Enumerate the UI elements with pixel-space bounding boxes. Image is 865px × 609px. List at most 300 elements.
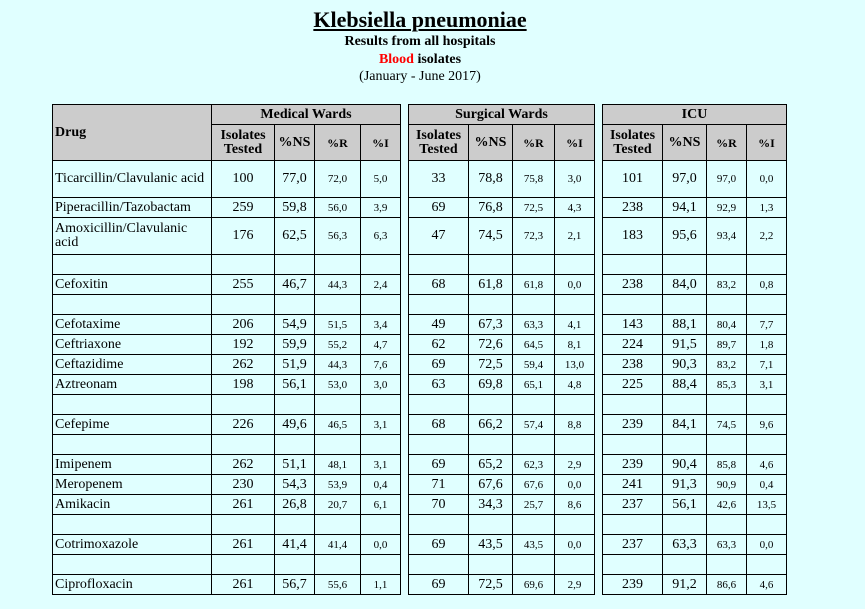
r-percent-cell-icu: 83,2 <box>707 275 747 295</box>
empty-cell <box>315 395 361 415</box>
table-row <box>53 218 787 255</box>
r-percent-cell-surgical: 25,7 <box>513 495 555 515</box>
table-row <box>53 415 787 435</box>
ns-percent-cell-icu: 63,3 <box>663 535 707 555</box>
empty-cell <box>603 435 663 455</box>
i-percent-cell-surgical: 0,0 <box>555 475 595 495</box>
ns-percent-cell-icu: 88,4 <box>663 375 707 395</box>
drug-name-cell: Cefotaxime <box>53 315 212 335</box>
empty-cell <box>555 435 595 455</box>
empty-cell <box>469 395 513 415</box>
empty-cell <box>469 295 513 315</box>
isolates-cell-medical: 261 <box>212 495 275 515</box>
ns-percent-cell-surgical: 66,2 <box>469 415 513 435</box>
i-percent-cell-surgical: 4,1 <box>555 315 595 335</box>
empty-cell <box>275 435 315 455</box>
empty-cell <box>53 435 212 455</box>
r-percent-cell-surgical: 72,3 <box>513 218 555 255</box>
isolates-cell-medical: 255 <box>212 275 275 295</box>
isolates-cell-medical: 100 <box>212 161 275 198</box>
table-row <box>53 475 787 495</box>
i-percent-cell-icu: 3,1 <box>747 375 787 395</box>
i-percent-cell-medical: 5,0 <box>361 161 401 198</box>
empty-cell <box>707 515 747 535</box>
i-percent-cell-medical: 1,1 <box>361 575 401 595</box>
r-percent-cell-surgical: 75,8 <box>513 161 555 198</box>
isolates-cell-icu: 238 <box>603 355 663 375</box>
drug-name-cell: Cefepime <box>53 415 212 435</box>
empty-cell <box>409 255 469 275</box>
isolates-cell-icu: 143 <box>603 315 663 335</box>
specimen-suffix: isolates <box>413 52 462 67</box>
i-percent-cell-medical: 4,7 <box>361 335 401 355</box>
isolates-cell-medical: 230 <box>212 475 275 495</box>
drug-name-cell: Cotrimoxazole <box>53 535 212 555</box>
isolates-cell-medical: 226 <box>212 415 275 435</box>
ns-percent-cell-medical: 46,7 <box>275 275 315 295</box>
ns-percent-cell-surgical: 34,3 <box>469 495 513 515</box>
r-percent-cell-medical: 72,0 <box>315 161 361 198</box>
i-percent-cell-icu: 0,0 <box>747 535 787 555</box>
ns-percent-cell-icu: 94,1 <box>663 198 707 218</box>
report-title: Klebsiella pneumoniae <box>313 7 527 32</box>
isolates-cell-icu: 101 <box>603 161 663 198</box>
ns-percent-cell-medical: 49,6 <box>275 415 315 435</box>
empty-cell <box>707 255 747 275</box>
i-percent-cell-icu: 1,3 <box>747 198 787 218</box>
ns-percent-cell-medical: 41,4 <box>275 535 315 555</box>
r-percent-cell-medical: 53,0 <box>315 375 361 395</box>
r-percent-cell-surgical: 64,5 <box>513 335 555 355</box>
isolates-cell-surgical: 49 <box>409 315 469 335</box>
empty-cell <box>513 295 555 315</box>
empty-cell <box>212 435 275 455</box>
r-percent-cell-surgical: 67,6 <box>513 475 555 495</box>
r-percent-cell-icu: 63,3 <box>707 535 747 555</box>
i-percent-cell-medical: 3,0 <box>361 375 401 395</box>
ns-percent-cell-medical: 56,1 <box>275 375 315 395</box>
isolates-cell-icu: 237 <box>603 535 663 555</box>
table-row <box>53 335 787 355</box>
drug-name-cell: Amikacin <box>53 495 212 515</box>
i-percent-cell-surgical: 4,8 <box>555 375 595 395</box>
empty-cell <box>212 255 275 275</box>
empty-cell <box>361 255 401 275</box>
i-percent-cell-icu: 4,6 <box>747 575 787 595</box>
empty-cell <box>53 255 212 275</box>
isolates-cell-surgical: 69 <box>409 575 469 595</box>
drug-name-cell: Ciprofloxacin <box>53 575 212 595</box>
drug-name-cell: Ticarcillin/Clavulanic acid <box>53 161 212 198</box>
ns-percent-cell-surgical: 69,8 <box>469 375 513 395</box>
empty-cell <box>747 255 787 275</box>
empty-cell <box>275 515 315 535</box>
report-period: (January - June 2017) <box>359 69 481 84</box>
empty-cell <box>53 395 212 415</box>
drug-name-cell: Ceftriaxone <box>53 335 212 355</box>
empty-cell <box>361 395 401 415</box>
empty-cell <box>361 555 401 575</box>
ns-percent-cell-medical: 62,5 <box>275 218 315 255</box>
empty-cell <box>555 555 595 575</box>
table-row <box>53 515 787 535</box>
r-percent-cell-surgical: 43,5 <box>513 535 555 555</box>
isolates-cell-icu: 239 <box>603 575 663 595</box>
r-percent-cell-icu: 90,9 <box>707 475 747 495</box>
ns-percent-cell-surgical: 78,8 <box>469 161 513 198</box>
i-percent-cell-surgical: 8,1 <box>555 335 595 355</box>
empty-cell <box>53 515 212 535</box>
r-percent-cell-medical: 41,4 <box>315 535 361 555</box>
r-percent-cell-medical: 55,6 <box>315 575 361 595</box>
isolates-tested-header-surgical: Isolates Tested <box>409 125 469 161</box>
ns-percent-cell-medical: 54,9 <box>275 315 315 335</box>
empty-cell <box>555 515 595 535</box>
ns-percent-cell-icu: 56,1 <box>663 495 707 515</box>
i-percent-cell-medical: 3,1 <box>361 455 401 475</box>
isolates-cell-icu: 238 <box>603 198 663 218</box>
ns-percent-cell-surgical: 72,5 <box>469 575 513 595</box>
ns-percent-cell-medical: 77,0 <box>275 161 315 198</box>
isolates-cell-icu: 239 <box>603 415 663 435</box>
empty-cell <box>53 295 212 315</box>
empty-cell <box>663 435 707 455</box>
table-row <box>53 435 787 455</box>
r-percent-cell-surgical: 61,8 <box>513 275 555 295</box>
empty-cell <box>747 295 787 315</box>
empty-cell <box>555 295 595 315</box>
i-percent-cell-surgical: 2,9 <box>555 455 595 475</box>
i-percent-cell-icu: 13,5 <box>747 495 787 515</box>
isolates-cell-surgical: 69 <box>409 355 469 375</box>
r-percent-cell-icu: 85,8 <box>707 455 747 475</box>
i-percent-cell-surgical: 2,1 <box>555 218 595 255</box>
empty-cell <box>707 435 747 455</box>
isolates-cell-surgical: 62 <box>409 335 469 355</box>
drug-name-cell: Imipenem <box>53 455 212 475</box>
ns-percent-cell-medical: 54,3 <box>275 475 315 495</box>
ns-percent-header-medical: %NS <box>275 125 315 161</box>
ns-percent-cell-medical: 59,9 <box>275 335 315 355</box>
table-row <box>53 535 787 555</box>
group-header-icu: ICU <box>603 105 787 125</box>
r-percent-cell-surgical: 63,3 <box>513 315 555 335</box>
empty-cell <box>212 395 275 415</box>
isolates-cell-surgical: 69 <box>409 198 469 218</box>
empty-cell <box>663 255 707 275</box>
i-percent-cell-medical: 3,9 <box>361 198 401 218</box>
r-percent-cell-medical: 56,3 <box>315 218 361 255</box>
ns-percent-cell-surgical: 67,3 <box>469 315 513 335</box>
table-row <box>53 198 787 218</box>
isolates-tested-header-icu: Isolates Tested <box>603 125 663 161</box>
ns-percent-cell-medical: 51,1 <box>275 455 315 475</box>
ns-percent-cell-icu: 95,6 <box>663 218 707 255</box>
empty-cell <box>469 435 513 455</box>
r-percent-cell-medical: 44,3 <box>315 355 361 375</box>
drug-name-cell: Meropenem <box>53 475 212 495</box>
i-percent-cell-surgical: 13,0 <box>555 355 595 375</box>
ns-percent-cell-icu: 90,3 <box>663 355 707 375</box>
i-percent-header-medical: %I <box>361 125 401 161</box>
empty-cell <box>361 515 401 535</box>
ns-percent-cell-surgical: 72,5 <box>469 355 513 375</box>
i-percent-cell-surgical: 4,3 <box>555 198 595 218</box>
table-row <box>53 255 787 275</box>
ns-percent-cell-icu: 97,0 <box>663 161 707 198</box>
table-row <box>53 355 787 375</box>
ns-percent-cell-surgical: 65,2 <box>469 455 513 475</box>
drug-name-cell: Piperacillin/Tazobactam <box>53 198 212 218</box>
isolates-cell-surgical: 70 <box>409 495 469 515</box>
ns-percent-cell-surgical: 43,5 <box>469 535 513 555</box>
isolates-tested-header-medical: Isolates Tested <box>212 125 275 161</box>
isolates-cell-surgical: 63 <box>409 375 469 395</box>
drug-name-cell: Cefoxitin <box>53 275 212 295</box>
table-row <box>53 495 787 515</box>
r-percent-cell-medical: 51,5 <box>315 315 361 335</box>
ns-percent-cell-icu: 91,2 <box>663 575 707 595</box>
isolates-cell-surgical: 69 <box>409 535 469 555</box>
empty-cell <box>212 515 275 535</box>
ns-percent-cell-surgical: 74,5 <box>469 218 513 255</box>
isolates-cell-medical: 192 <box>212 335 275 355</box>
isolates-cell-surgical: 33 <box>409 161 469 198</box>
empty-cell <box>513 255 555 275</box>
ns-percent-cell-icu: 91,5 <box>663 335 707 355</box>
isolates-cell-medical: 259 <box>212 198 275 218</box>
report-subtitle: Results from all hospitals <box>344 34 496 49</box>
r-percent-cell-surgical: 59,4 <box>513 355 555 375</box>
isolates-cell-surgical: 68 <box>409 275 469 295</box>
i-percent-header-surgical: %I <box>555 125 595 161</box>
isolates-cell-icu: 239 <box>603 455 663 475</box>
empty-cell <box>315 295 361 315</box>
i-percent-header-icu: %I <box>747 125 787 161</box>
empty-cell <box>469 555 513 575</box>
ns-percent-header-icu: %NS <box>663 125 707 161</box>
r-percent-cell-icu: 89,7 <box>707 335 747 355</box>
r-percent-cell-icu: 92,9 <box>707 198 747 218</box>
isolates-cell-surgical: 69 <box>409 455 469 475</box>
r-percent-header-medical: %R <box>315 125 361 161</box>
i-percent-cell-surgical: 8,6 <box>555 495 595 515</box>
group-header-medical: Medical Wards <box>212 105 401 125</box>
ns-percent-cell-medical: 56,7 <box>275 575 315 595</box>
i-percent-cell-icu: 0,8 <box>747 275 787 295</box>
i-percent-cell-icu: 0,0 <box>747 161 787 198</box>
i-percent-cell-medical: 6,1 <box>361 495 401 515</box>
empty-cell <box>212 295 275 315</box>
r-percent-cell-medical: 20,7 <box>315 495 361 515</box>
empty-cell <box>315 255 361 275</box>
table-row <box>53 555 787 575</box>
ns-percent-cell-surgical: 67,6 <box>469 475 513 495</box>
drug-column-header: Drug <box>53 105 212 161</box>
empty-cell <box>747 395 787 415</box>
isolates-cell-medical: 206 <box>212 315 275 335</box>
group-header-surgical: Surgical Wards <box>409 105 595 125</box>
table-row <box>53 161 787 198</box>
isolates-cell-surgical: 68 <box>409 415 469 435</box>
empty-cell <box>409 395 469 415</box>
i-percent-cell-medical: 0,4 <box>361 475 401 495</box>
drug-name-cell: Aztreonam <box>53 375 212 395</box>
i-percent-cell-medical: 6,3 <box>361 218 401 255</box>
ns-percent-cell-icu: 84,0 <box>663 275 707 295</box>
empty-cell <box>315 435 361 455</box>
r-percent-cell-medical: 53,9 <box>315 475 361 495</box>
empty-cell <box>603 255 663 275</box>
i-percent-cell-surgical: 3,0 <box>555 161 595 198</box>
r-percent-header-surgical: %R <box>513 125 555 161</box>
isolates-cell-medical: 262 <box>212 355 275 375</box>
r-percent-cell-icu: 42,6 <box>707 495 747 515</box>
r-percent-header-icu: %R <box>707 125 747 161</box>
empty-cell <box>513 395 555 415</box>
empty-cell <box>275 295 315 315</box>
ns-percent-cell-icu: 90,4 <box>663 455 707 475</box>
r-percent-cell-icu: 74,5 <box>707 415 747 435</box>
table-row <box>53 575 787 595</box>
isolates-cell-surgical: 71 <box>409 475 469 495</box>
ns-percent-cell-surgical: 76,8 <box>469 198 513 218</box>
empty-cell <box>603 295 663 315</box>
table-row <box>53 315 787 335</box>
i-percent-cell-surgical: 0,0 <box>555 535 595 555</box>
i-percent-cell-medical: 7,6 <box>361 355 401 375</box>
i-percent-cell-icu: 2,2 <box>747 218 787 255</box>
ns-percent-cell-surgical: 72,6 <box>469 335 513 355</box>
empty-cell <box>469 515 513 535</box>
i-percent-cell-surgical: 2,9 <box>555 575 595 595</box>
isolates-cell-icu: 238 <box>603 275 663 295</box>
isolates-cell-icu: 237 <box>603 495 663 515</box>
r-percent-cell-medical: 55,2 <box>315 335 361 355</box>
ns-percent-cell-icu: 91,3 <box>663 475 707 495</box>
empty-cell <box>212 555 275 575</box>
r-percent-cell-medical: 44,3 <box>315 275 361 295</box>
table-row <box>53 455 787 475</box>
table-row <box>53 295 787 315</box>
empty-cell <box>513 515 555 535</box>
specimen-type: Blood <box>378 52 414 67</box>
empty-cell <box>275 555 315 575</box>
empty-cell <box>747 515 787 535</box>
empty-cell <box>603 515 663 535</box>
i-percent-cell-medical: 3,1 <box>361 415 401 435</box>
r-percent-cell-surgical: 62,3 <box>513 455 555 475</box>
i-percent-cell-surgical: 8,8 <box>555 415 595 435</box>
specimen-line <box>0 52 840 68</box>
i-percent-cell-icu: 0,4 <box>747 475 787 495</box>
empty-cell <box>663 295 707 315</box>
empty-cell <box>707 395 747 415</box>
r-percent-cell-icu: 83,2 <box>707 355 747 375</box>
isolates-cell-medical: 261 <box>212 575 275 595</box>
r-percent-cell-medical: 46,5 <box>315 415 361 435</box>
empty-cell <box>555 395 595 415</box>
isolates-cell-icu: 241 <box>603 475 663 495</box>
r-percent-cell-icu: 93,4 <box>707 218 747 255</box>
empty-cell <box>663 515 707 535</box>
r-percent-cell-icu: 86,6 <box>707 575 747 595</box>
empty-cell <box>747 435 787 455</box>
empty-cell <box>361 295 401 315</box>
table-row <box>53 275 787 295</box>
drug-name-cell: Ceftazidime <box>53 355 212 375</box>
empty-cell <box>315 555 361 575</box>
empty-cell <box>747 555 787 575</box>
isolates-cell-medical: 261 <box>212 535 275 555</box>
empty-cell <box>707 555 747 575</box>
i-percent-cell-icu: 9,6 <box>747 415 787 435</box>
empty-cell <box>409 295 469 315</box>
i-percent-cell-medical: 2,4 <box>361 275 401 295</box>
empty-cell <box>555 255 595 275</box>
r-percent-cell-medical: 48,1 <box>315 455 361 475</box>
ns-percent-header-surgical: %NS <box>469 125 513 161</box>
empty-cell <box>275 395 315 415</box>
empty-cell <box>663 395 707 415</box>
empty-cell <box>409 555 469 575</box>
isolates-cell-medical: 176 <box>212 218 275 255</box>
i-percent-cell-icu: 1,8 <box>747 335 787 355</box>
empty-cell <box>315 515 361 535</box>
i-percent-cell-icu: 7,7 <box>747 315 787 335</box>
empty-cell <box>361 435 401 455</box>
i-percent-cell-medical: 3,4 <box>361 315 401 335</box>
empty-cell <box>513 555 555 575</box>
isolates-cell-icu: 225 <box>603 375 663 395</box>
r-percent-cell-surgical: 57,4 <box>513 415 555 435</box>
table-row <box>53 375 787 395</box>
empty-cell <box>469 255 513 275</box>
empty-cell <box>603 555 663 575</box>
ns-percent-cell-medical: 26,8 <box>275 495 315 515</box>
i-percent-cell-icu: 7,1 <box>747 355 787 375</box>
empty-cell <box>409 515 469 535</box>
i-percent-cell-icu: 4,6 <box>747 455 787 475</box>
isolates-cell-surgical: 47 <box>409 218 469 255</box>
isolates-cell-icu: 183 <box>603 218 663 255</box>
empty-cell <box>513 435 555 455</box>
r-percent-cell-icu: 85,3 <box>707 375 747 395</box>
empty-cell <box>409 435 469 455</box>
ns-percent-cell-surgical: 61,8 <box>469 275 513 295</box>
empty-cell <box>53 555 212 575</box>
ns-percent-cell-medical: 51,9 <box>275 355 315 375</box>
drug-name-cell: Amoxicillin/Clavulanic acid <box>53 218 212 255</box>
isolates-cell-icu: 224 <box>603 335 663 355</box>
ns-percent-cell-medical: 59,8 <box>275 198 315 218</box>
r-percent-cell-surgical: 72,5 <box>513 198 555 218</box>
empty-cell <box>275 255 315 275</box>
r-percent-cell-icu: 97,0 <box>707 161 747 198</box>
i-percent-cell-surgical: 0,0 <box>555 275 595 295</box>
i-percent-cell-medical: 0,0 <box>361 535 401 555</box>
ns-percent-cell-icu: 84,1 <box>663 415 707 435</box>
susceptibility-table <box>52 104 787 595</box>
r-percent-cell-surgical: 65,1 <box>513 375 555 395</box>
table-row <box>53 395 787 415</box>
isolates-cell-medical: 262 <box>212 455 275 475</box>
empty-cell <box>663 555 707 575</box>
r-percent-cell-icu: 80,4 <box>707 315 747 335</box>
r-percent-cell-medical: 56,0 <box>315 198 361 218</box>
empty-cell <box>603 395 663 415</box>
empty-cell <box>707 295 747 315</box>
